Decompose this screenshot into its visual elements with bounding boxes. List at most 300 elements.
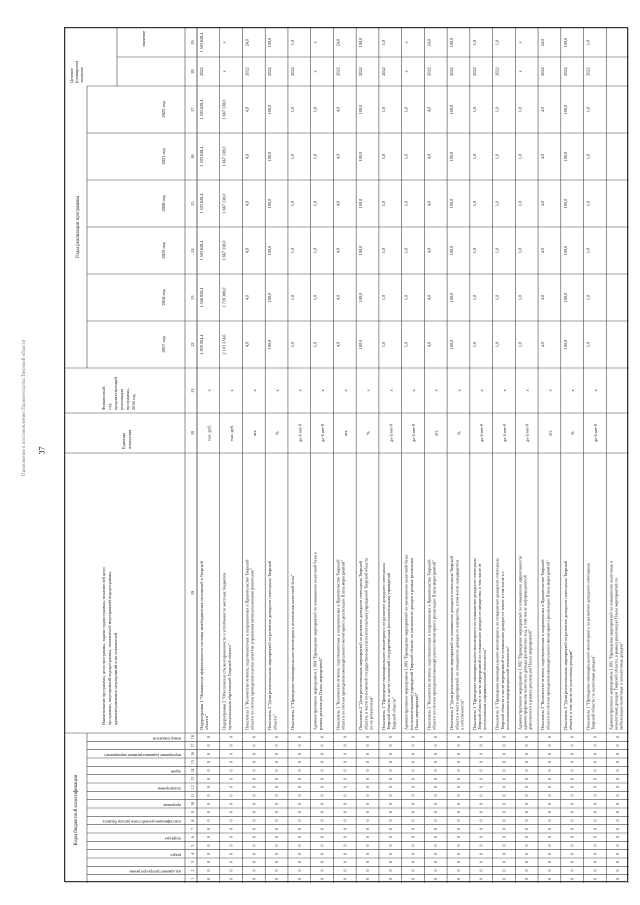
code-cell: 0: [615, 769, 621, 772]
row-value: 100,0: [267, 198, 273, 209]
code-cell: 0: [478, 752, 484, 755]
row-fin: х: [320, 389, 326, 392]
code-cell: 0: [228, 752, 234, 755]
row-value: 4,0: [426, 294, 432, 301]
code-cell: 0: [410, 811, 416, 814]
row-value: 4,0: [335, 247, 341, 254]
code-cell: 0: [433, 852, 439, 855]
row-value: 4,0: [244, 106, 250, 113]
code-cell: 0: [501, 744, 507, 747]
row-value: 1,0: [380, 153, 386, 160]
code-cell: 0: [228, 811, 234, 814]
code-cell: 0: [228, 802, 234, 805]
row-value: 100,0: [562, 151, 568, 162]
code-cell: 0: [592, 844, 598, 847]
code-cell: 0: [365, 752, 371, 755]
row-fin: х: [297, 389, 303, 392]
row-unit: %: [570, 431, 576, 435]
row-unit: да-1/нет-0: [388, 423, 394, 443]
row-name: Тверской области в части мероприятий по повышению доходов от земли, в том числе и с: [499, 571, 505, 730]
row-value: 1,0: [494, 200, 500, 207]
code-cell: 0: [501, 752, 507, 755]
code-cell: 0: [455, 769, 461, 772]
code-cell: 0: [205, 761, 211, 764]
code-cell: 0: [501, 761, 507, 764]
code-cell: 0: [228, 844, 234, 847]
row-unit: да-1/нет-0: [501, 423, 507, 443]
row-target-value: 100,0: [358, 37, 364, 48]
col-number: 19: [190, 591, 195, 595]
row-unit: тыс. руб.: [206, 425, 212, 441]
row-value: 4,0: [244, 153, 250, 160]
code-cell: 0: [455, 736, 461, 739]
row-name: Тверской области": [391, 696, 397, 730]
code-cell: 0: [274, 769, 280, 772]
code-cell: 0: [501, 877, 507, 880]
row-value: 1,0: [517, 153, 523, 160]
code-cell: 0: [365, 769, 371, 772]
code-cell: 0: [569, 861, 575, 864]
code-cell: 0: [251, 819, 257, 822]
row-target-value: 1,0: [585, 39, 591, 46]
row-value: 1,0: [312, 294, 318, 301]
row-target-year: 2022: [585, 67, 591, 76]
code-cell: 0: [251, 769, 257, 772]
row-value: 1,0: [403, 341, 409, 348]
code-cell: 0: [524, 827, 530, 830]
row-value: 1,0: [471, 153, 477, 160]
row-value: 1,0: [403, 106, 409, 113]
row-name: по их результатам": [368, 696, 374, 730]
row-unit: да-1/нет-0: [524, 423, 530, 443]
row-name: Показатель 1 "Проведение ежеквартального мониторинга по повышению доходного потенциала: [471, 558, 477, 730]
row-target-value: 1,0: [289, 39, 295, 46]
row-value: 1,0: [471, 294, 477, 301]
code-cell: 0: [342, 752, 348, 755]
code-cell: 0: [455, 844, 461, 847]
row-value: 100,0: [358, 151, 364, 162]
row-value: 1,0: [517, 200, 523, 207]
page-number: 37: [37, 446, 47, 455]
code-cell: 0: [251, 811, 257, 814]
code-cell: 0: [342, 802, 348, 805]
code-cell: 0: [455, 777, 461, 780]
row-target-value: 100,0: [449, 37, 455, 48]
row-name: Показатель 1 "Проведение ежеквартального мониторинга по развитию доходного потенциала: [380, 562, 386, 730]
row-target-year: 2022: [562, 67, 568, 76]
row-value: 100,0: [267, 104, 273, 115]
col-number: 9: [191, 811, 195, 814]
code-cell: 0: [478, 744, 484, 747]
year-header: 2019 год: [161, 242, 166, 259]
row-value: 100,0: [562, 198, 568, 209]
code-cell: 0: [592, 794, 598, 797]
code-cell: 0: [615, 869, 621, 872]
code-cell: 0: [569, 794, 575, 797]
code-cell: 0: [274, 844, 280, 847]
code-cell: 0: [592, 861, 598, 864]
row-name: использования информационной технологии": [482, 648, 488, 730]
row-value: 4,0: [426, 200, 432, 207]
row-unit: %: [274, 431, 280, 435]
code-cell: 0: [365, 844, 371, 847]
code-cell: 0: [274, 811, 280, 814]
code-cell: 0: [592, 802, 598, 805]
code-cell: 0: [410, 827, 416, 830]
code-cell: 0: [365, 869, 371, 872]
code-col-title: задача: [170, 769, 181, 774]
col-number: 29: [190, 40, 195, 45]
row-value: 1 739 388,0: [221, 287, 227, 308]
code-cell: 0: [478, 811, 484, 814]
row-name: Показатель 2 "Доля реализованных мероприятий по развитию доходного потенциала Тверской: [562, 560, 568, 730]
code-cell: 0: [546, 736, 552, 739]
row-value: 1 667 138,0: [221, 193, 227, 214]
row-value: 100,0: [358, 292, 364, 303]
row-unit: %: [365, 431, 371, 435]
row-value: 4,0: [335, 200, 341, 207]
col-number: 6: [191, 836, 195, 839]
code-cell: 0: [592, 819, 598, 822]
row-fin: х: [479, 389, 485, 392]
code-cell: 0: [319, 761, 325, 764]
row-value: 1,0: [289, 247, 295, 254]
code-cell: 0: [205, 861, 211, 864]
code-cell: 0: [455, 752, 461, 755]
code-cell: 0: [296, 777, 302, 780]
code-cell: 0: [455, 861, 461, 864]
code-cell: 0: [433, 769, 439, 772]
fin-col-header: год,: [107, 403, 112, 410]
row-value: 1,0: [471, 200, 477, 207]
code-cell: 0: [251, 786, 257, 789]
code-cell: 0: [296, 761, 302, 764]
code-cell: 0: [319, 802, 325, 805]
code-cell: 0: [319, 836, 325, 839]
row-value: 4,0: [540, 106, 546, 113]
code-cell: 0: [296, 802, 302, 805]
col-number: 11: [191, 793, 195, 798]
code-cell: 0: [387, 752, 393, 755]
row-value: 1,0: [585, 294, 591, 301]
code-cell: 0: [455, 836, 461, 839]
code-cell: 0: [569, 869, 575, 872]
row-value: 100,0: [562, 245, 568, 256]
code-cell: 0: [410, 861, 416, 864]
col-number: 21: [190, 388, 195, 393]
code-cell: 0: [274, 794, 280, 797]
code-cell: 0: [274, 877, 280, 880]
code-cell: 0: [251, 852, 257, 855]
code-cell: 0: [274, 752, 280, 755]
code-cell: 0: [592, 811, 598, 814]
code-cell: 0: [342, 794, 348, 797]
code-cell: 0: [319, 736, 325, 739]
code-cell: 0: [478, 769, 484, 772]
row-name: области по итогам проведения ежеквартального мониторинга реализации Плана мероприятий": [545, 560, 551, 730]
code-cell: 0: [342, 736, 348, 739]
code-cell: 0: [342, 861, 348, 864]
code-cell: 0: [228, 786, 234, 789]
row-value: 1 503 628,4: [199, 99, 204, 120]
code-cell: 0: [387, 844, 393, 847]
code-cell: 0: [546, 827, 552, 830]
code-cell: 0: [501, 777, 507, 780]
code-cell: 0: [501, 736, 507, 739]
code-cell: 0: [228, 869, 234, 872]
code-cell: 0: [387, 819, 393, 822]
code-cell: 0: [592, 736, 598, 739]
code-cell: 0: [569, 802, 575, 805]
code-cell: 0: [546, 794, 552, 797]
code-cell: 0: [569, 752, 575, 755]
row-unit: тыс. руб.: [229, 425, 235, 441]
col-number: 18: [191, 735, 195, 740]
row-value: 1,0: [585, 153, 591, 160]
code-cell: 0: [342, 777, 348, 780]
row-value: 1,0: [494, 106, 500, 113]
code-cell: 0: [387, 827, 393, 830]
code-cell: 0: [433, 761, 439, 764]
code-cell: 0: [615, 786, 621, 789]
code-cell: 0: [615, 752, 621, 755]
code-cell: 0: [365, 811, 371, 814]
row-value: 4,0: [540, 294, 546, 301]
row-target-value: 100,0: [562, 37, 568, 48]
code-cell: 0: [205, 852, 211, 855]
code-cell: 0: [387, 836, 393, 839]
row-value: 1 667 138,0: [221, 146, 227, 167]
row-value: 100,0: [562, 104, 568, 115]
col-number: 8: [191, 819, 195, 822]
code-cell: 0: [615, 819, 621, 822]
code-cell: 0: [592, 761, 598, 764]
row-target-value: 1,0: [380, 39, 386, 46]
code-cell: 0: [228, 861, 234, 864]
row-fin: х: [592, 389, 598, 392]
row-target-value: х: [517, 41, 523, 44]
row-target-year: 2022: [267, 67, 273, 76]
code-cell: 0: [228, 852, 234, 855]
row-value: 100,0: [449, 104, 455, 115]
code-cell: 0: [455, 802, 461, 805]
code-cell: 0: [592, 786, 598, 789]
row-target-value: 1,0: [471, 39, 477, 46]
row-target-year: 2022: [471, 67, 477, 76]
code-cell: 0: [615, 877, 621, 880]
code-cell: 0: [274, 861, 280, 864]
code-cell: 0: [410, 786, 416, 789]
row-target-value: 100,0: [267, 37, 273, 48]
row-value: 1,0: [289, 200, 295, 207]
code-cell: 0: [410, 852, 416, 855]
code-cell: 0: [433, 786, 439, 789]
col-number: 23: [190, 295, 195, 300]
code-cell: 0: [365, 861, 371, 864]
code-cell: 0: [228, 736, 234, 739]
row-value: 4,0: [244, 247, 250, 254]
code-cell: 0: [274, 852, 280, 855]
code-cell: 0: [296, 836, 302, 839]
code-cell: 0: [592, 769, 598, 772]
code-cell: 0: [615, 777, 621, 780]
code-cell: 0: [546, 786, 552, 789]
row-value: 1,0: [403, 153, 409, 160]
code-cell: 0: [319, 861, 325, 864]
row-unit: да-1/нет-0: [479, 423, 485, 443]
row-name: Показатель 3 "Количество отчетов, подготовленных и направленных в Правительство Тверской: [540, 559, 546, 730]
row-target-year: 2022: [289, 67, 295, 76]
code-cell: 0: [296, 786, 302, 789]
row-value: 1,0: [517, 247, 523, 254]
code-cell: 0: [205, 744, 211, 747]
code-cell: 0: [455, 827, 461, 830]
row-value: 1 667 138,0: [221, 240, 227, 261]
code-cell: 0: [592, 744, 598, 747]
code-cell: 0: [274, 836, 280, 839]
code-cell: 0: [319, 852, 325, 855]
code-cell: 0: [296, 752, 302, 755]
row-value: 100,0: [449, 245, 455, 256]
code-cell: 0: [205, 811, 211, 814]
code-cell: 0: [228, 877, 234, 880]
code-cell: 0: [251, 744, 257, 747]
code-cell: 0: [296, 811, 302, 814]
code-cell: 0: [342, 744, 348, 747]
code-cell: 0: [478, 786, 484, 789]
code-cell: 0: [501, 802, 507, 805]
code-cell: 0: [365, 802, 371, 805]
row-name: Показатель 1 "Проведение ежеквартального мониторинга по развитию доходного потенциала: [585, 562, 591, 730]
code-cell: 0: [546, 802, 552, 805]
code-cell: 0: [205, 777, 211, 780]
code-cell: 0: [501, 827, 507, 830]
code-cell: 0: [387, 744, 393, 747]
code-cell: 0: [228, 761, 234, 764]
row-value: 1 850 004,4: [199, 334, 204, 355]
code-cell: 0: [615, 811, 621, 814]
row-name: Показатель 3 "Проведение ежеквартального мониторинга по повышению доходного потенциала: [494, 558, 500, 730]
row-value: 1,0: [585, 341, 591, 348]
rotated-table-sheet: [64, 27, 628, 882]
code-cell: 0: [410, 744, 416, 747]
row-name: области": [272, 714, 278, 730]
code-cell: 0: [251, 777, 257, 780]
row-value: 4,0: [426, 106, 432, 113]
code-cell: 0: [387, 761, 393, 764]
col-number: 3: [191, 861, 195, 864]
code-cell: 0: [433, 744, 439, 747]
code-cell: 0: [387, 777, 393, 780]
code-cell: 0: [205, 802, 211, 805]
code-cell: 0: [296, 877, 302, 880]
row-fin: х: [411, 389, 416, 392]
code-col-title: раздел: [170, 853, 181, 857]
row-target-year: х: [312, 70, 318, 73]
code-cell: 0: [296, 736, 302, 739]
code-cell: 0: [546, 836, 552, 839]
code-cell: 0: [410, 794, 416, 797]
code-cell: 0: [342, 811, 348, 814]
target-col-header: (суммарное): [74, 60, 79, 83]
row-name: области": [204, 714, 210, 730]
row-target-value: 1,0: [494, 39, 500, 46]
code-cell: 0: [455, 819, 461, 822]
row-value: 1,0: [312, 200, 318, 207]
row-value: 1 667 138,0: [221, 99, 227, 120]
code-cell: 0: [365, 736, 371, 739]
code-cell: 0: [319, 786, 325, 789]
code-cell: 0: [319, 819, 325, 822]
row-name: Показатель 1 "Количество отчетов, подготовленных и направленных в Правительство Тверской: [335, 559, 341, 730]
code-cell: 0: [478, 869, 484, 872]
col-number: 16: [191, 751, 195, 756]
code-cell: 0: [410, 761, 416, 764]
row-fin: х: [433, 389, 439, 392]
row-fin: х: [388, 389, 394, 392]
row-value: 1,0: [517, 341, 523, 348]
code-cell: 0: [296, 794, 302, 797]
row-target-year: 2022: [449, 67, 455, 76]
row-value: 1 503 628,4: [199, 240, 204, 261]
code-cell: 0: [274, 744, 280, 747]
target-col-header: значение: [79, 67, 84, 83]
row-target-year: 2022: [380, 67, 386, 76]
col-number: 25: [190, 201, 195, 206]
code-cell: 0: [433, 736, 439, 739]
code-cell: 0: [592, 869, 598, 872]
code-cell: 0: [546, 852, 552, 855]
code-cell: 0: [455, 786, 461, 789]
row-value: 100,0: [267, 292, 273, 303]
code-cell: 0: [546, 777, 552, 780]
code-cell: 0: [251, 736, 257, 739]
code-cell: 0: [274, 786, 280, 789]
code-cell: 0: [228, 794, 234, 797]
code-cell: 0: [478, 877, 484, 880]
code-cell: 0: [342, 844, 348, 847]
row-target-year: 2022: [426, 67, 432, 76]
code-cell: 0: [433, 794, 439, 797]
row-value: 4,0: [540, 200, 546, 207]
row-value: 1,0: [494, 153, 500, 160]
code-cell: 0: [274, 777, 280, 780]
row-name: Подпрограмма 2 "Обеспечение сбалансированности и устойчивости местных бюджетов: [221, 572, 227, 730]
unit-col-header: Единица: [121, 433, 126, 449]
row-value: 1,0: [380, 341, 386, 348]
code-cell: 0: [524, 736, 530, 739]
code-cell: 0: [387, 861, 393, 864]
code-cell: 0: [365, 827, 371, 830]
code-cell: 0: [228, 827, 234, 830]
row-value: 4,0: [426, 341, 432, 348]
code-cell: 0: [365, 819, 371, 822]
code-cell: 0: [546, 877, 552, 880]
code-cell: 0: [319, 844, 325, 847]
code-cell: 0: [433, 844, 439, 847]
code-cell: 0: [296, 744, 302, 747]
code-cell: 0: [387, 802, 393, 805]
code-cell: 0: [478, 777, 484, 780]
code-cell: 0: [228, 836, 234, 839]
code-cell: 0: [410, 869, 416, 872]
row-target-year: 2022: [335, 67, 341, 76]
row-name: Тверской области по налоговым доходам": [590, 655, 596, 730]
code-cell: 0: [205, 877, 211, 880]
fin-col-header: реализации: [119, 389, 124, 410]
code-cell: 0: [592, 827, 598, 830]
row-value: 1 503 628,4: [199, 146, 204, 167]
